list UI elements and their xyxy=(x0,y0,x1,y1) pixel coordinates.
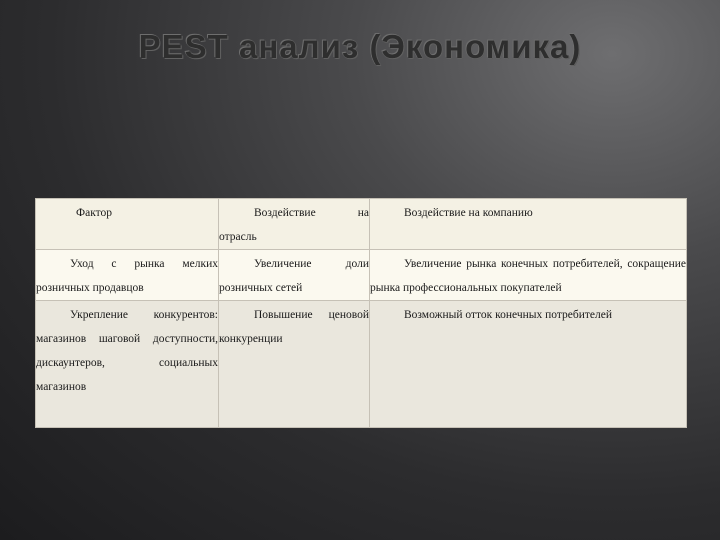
table-row xyxy=(36,301,687,428)
cell-company-impact xyxy=(370,301,687,428)
slide-title: PEST анализ (Экономика) xyxy=(138,28,582,65)
row-1-industry-impact: Увеличение доли розничных сетей xyxy=(219,258,369,294)
row-2-industry-impact: Повышение ценовой конкуренции xyxy=(219,309,369,345)
row-1-company-impact: Увеличение рынка конечных потребителей, сокращение рынка профессиональных покупателей xyxy=(370,258,686,294)
pest-table xyxy=(35,198,687,428)
header-factor: Фактор xyxy=(76,207,112,219)
row-2-factor: Укрепление конкурентов: магазинов шаговой доступности, дискаунтеров, социальных магазинов xyxy=(36,309,218,393)
header-industry-impact: Воздействие на отрасль xyxy=(219,207,369,243)
cell-factor xyxy=(36,250,219,301)
header-cell-company-impact xyxy=(370,199,687,250)
header-cell-factor xyxy=(36,199,219,250)
table-header-row xyxy=(36,199,687,250)
row-2-company-impact: Возможный отток конечных потребителей xyxy=(404,309,613,321)
row-1-factor: Уход с рынка мелких розничных продавцов xyxy=(36,258,218,294)
table-row xyxy=(36,250,687,301)
cell-industry-impact xyxy=(219,250,370,301)
cell-factor xyxy=(36,301,219,428)
cell-company-impact xyxy=(370,250,687,301)
header-company-impact: Воздействие на компанию xyxy=(404,207,533,219)
cell-industry-impact xyxy=(219,301,370,428)
header-cell-industry-impact xyxy=(219,199,370,250)
